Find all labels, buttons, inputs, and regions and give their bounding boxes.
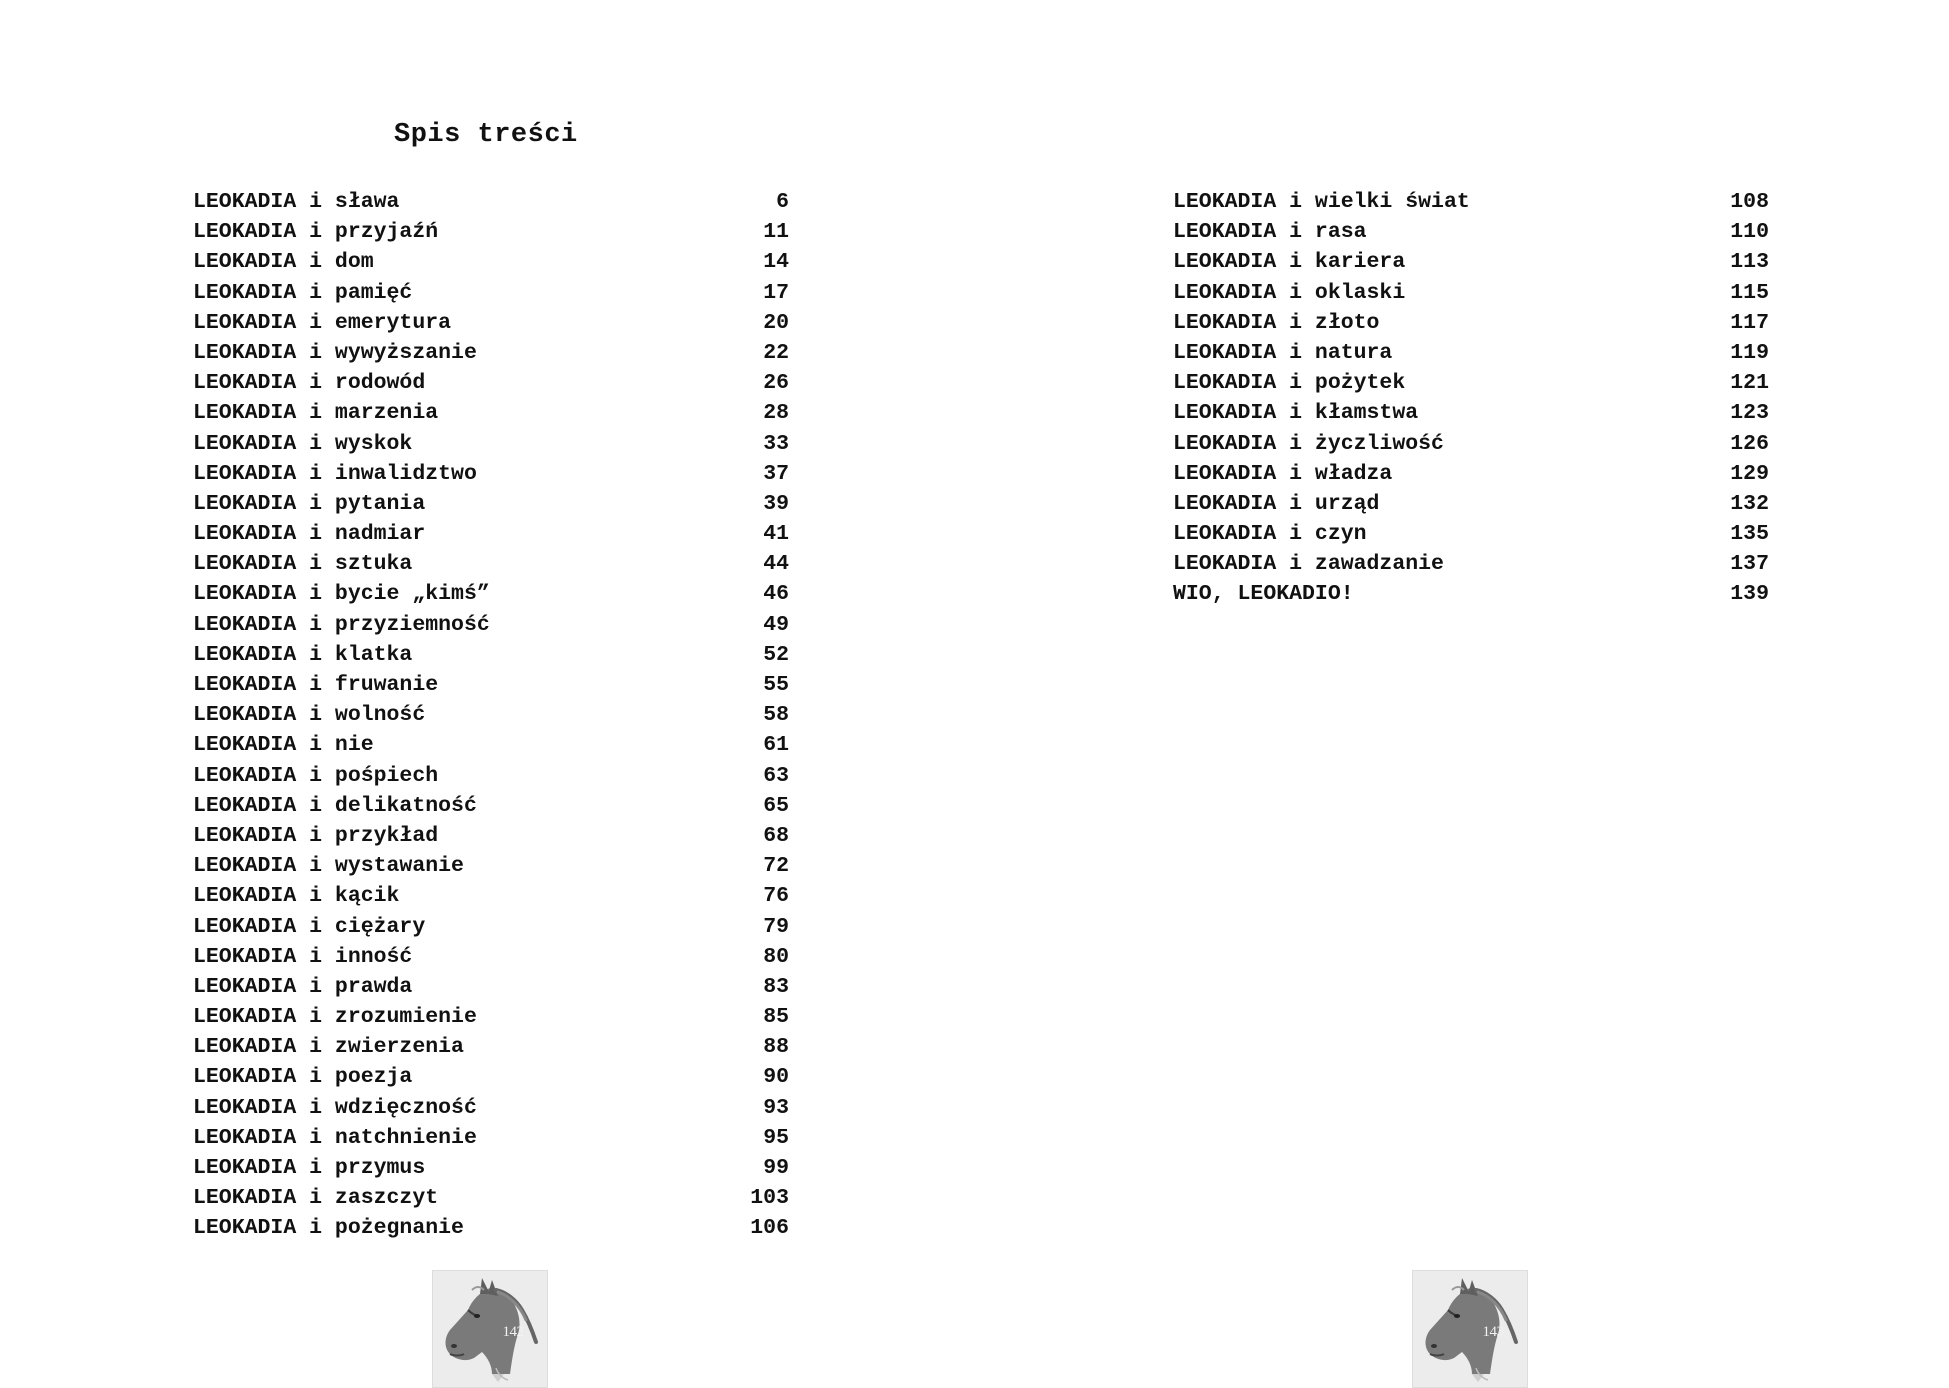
toc-entry-page: 119 (1730, 340, 1769, 365)
toc-entry (193, 579, 789, 609)
toc-entry-title: LEOKADIA i sztuka (193, 552, 413, 577)
toc-entry (1173, 459, 1769, 489)
horse-head-icon (432, 1270, 548, 1388)
toc-title: Spis treści (394, 120, 578, 150)
toc-entry-page: 115 (1730, 280, 1769, 305)
toc-entry (193, 851, 789, 881)
toc-entry-page: 113 (1730, 250, 1769, 275)
toc-entry-title: LEOKADIA i władza (1173, 461, 1393, 486)
toc-entry-title: LEOKADIA i wyskok (193, 431, 413, 456)
toc-entry (193, 1153, 789, 1183)
toc-entry-title: LEOKADIA i przykład (193, 823, 439, 848)
toc-entry-page: 44 (763, 552, 789, 577)
page-footer-emblem (432, 1270, 548, 1388)
toc-entry (193, 700, 789, 730)
toc-entry-page: 85 (763, 1005, 789, 1030)
toc-entry-page: 52 (763, 642, 789, 667)
toc-entry (193, 1123, 789, 1153)
right-page (975, 0, 1949, 1388)
toc-list-right (1173, 187, 1769, 610)
toc-entry (1173, 338, 1769, 368)
toc-entry-page: 93 (763, 1095, 789, 1120)
toc-entry-page: 129 (1730, 461, 1769, 486)
toc-entry-page: 79 (763, 914, 789, 939)
toc-entry-title: LEOKADIA i wielki świat (1173, 190, 1470, 214)
toc-entry-title: LEOKADIA i natchnienie (193, 1125, 477, 1150)
toc-entry-page: 6 (776, 190, 789, 214)
toc-entry-title: LEOKADIA i nadmiar (193, 522, 426, 547)
toc-entry-page: 37 (763, 461, 789, 486)
toc-entry (1173, 247, 1769, 277)
toc-entry-title: LEOKADIA i pożegnanie (193, 1216, 464, 1241)
toc-entry-page: 49 (763, 612, 789, 637)
toc-entry (1173, 398, 1769, 428)
toc-entry (193, 1183, 789, 1213)
page-number: 142 (502, 1324, 524, 1340)
toc-entry (1173, 429, 1769, 459)
toc-entry-page: 33 (763, 431, 789, 456)
toc-entry-page: 103 (750, 1186, 789, 1211)
toc-entry-title: LEOKADIA i pamięć (193, 280, 413, 305)
toc-entry-title: LEOKADIA i kącik (193, 884, 400, 909)
toc-entry (193, 881, 789, 911)
toc-entry-title: LEOKADIA i klatka (193, 642, 413, 667)
toc-entry (1173, 187, 1769, 217)
toc-entry (193, 1032, 789, 1062)
toc-entry-title: LEOKADIA i pytania (193, 491, 426, 516)
toc-entry (1173, 217, 1769, 247)
toc-entry (193, 308, 789, 338)
toc-entry-page: 117 (1730, 310, 1769, 335)
toc-entry (193, 368, 789, 398)
toc-entry-title: LEOKADIA i prawda (193, 974, 413, 999)
toc-entry-page: 55 (763, 673, 789, 697)
toc-entry-page: 95 (763, 1125, 789, 1150)
toc-entry (193, 1062, 789, 1092)
toc-entry (193, 791, 789, 821)
toc-entry-page: 14 (763, 250, 789, 275)
toc-entry-page: 126 (1730, 431, 1769, 456)
toc-entry-page: 26 (763, 371, 789, 396)
toc-entry (193, 1002, 789, 1032)
toc-entry-title: LEOKADIA i inność (193, 944, 413, 969)
toc-entry-title: LEOKADIA i nie (193, 733, 374, 758)
toc-entry-title: LEOKADIA i natura (1173, 340, 1393, 365)
toc-entry (1173, 549, 1769, 579)
toc-entry (193, 338, 789, 368)
toc-entry-title: LEOKADIA i ciężary (193, 914, 426, 939)
toc-entry (1173, 579, 1769, 609)
toc-entry-page: 80 (763, 944, 789, 969)
toc-entry-title: LEOKADIA i czyn (1173, 522, 1367, 547)
toc-entry (193, 187, 789, 217)
toc-entry-title: LEOKADIA i delikatność (193, 793, 477, 818)
toc-entry-page: 106 (750, 1216, 789, 1241)
toc-entry-title: LEOKADIA i przyjaźń (193, 220, 439, 245)
toc-entry-title: LEOKADIA i wystawanie (193, 854, 464, 879)
toc-entry-page: 121 (1730, 371, 1769, 396)
toc-entry-title: LEOKADIA i wolność (193, 703, 426, 728)
toc-entry-title: LEOKADIA i pośpiech (193, 763, 439, 788)
toc-entry-title: LEOKADIA i rodowód (193, 371, 426, 396)
toc-entry (193, 549, 789, 579)
toc-entry-title: LEOKADIA i kłamstwa (1173, 401, 1419, 426)
toc-entry-page: 39 (763, 491, 789, 516)
toc-entry-page: 22 (763, 340, 789, 365)
toc-entry-page: 90 (763, 1065, 789, 1090)
toc-entry-title: LEOKADIA i zrozumienie (193, 1005, 477, 1030)
toc-entry-title: WIO, LEOKADIO! (1173, 582, 1354, 607)
toc-entry (1173, 368, 1769, 398)
toc-entry (1173, 489, 1769, 519)
toc-entry (193, 670, 789, 700)
toc-entry-title: LEOKADIA i zwierzenia (193, 1035, 464, 1060)
toc-entry (193, 429, 789, 459)
toc-entry-title: LEOKADIA i dom (193, 250, 374, 275)
toc-entry-page: 63 (763, 763, 789, 788)
toc-entry-page: 72 (763, 854, 789, 879)
toc-entry (193, 1093, 789, 1123)
toc-entry-title: LEOKADIA i życzliwość (1173, 431, 1444, 456)
toc-entry-page: 28 (763, 401, 789, 426)
toc-entry (193, 972, 789, 1002)
toc-entry-page: 139 (1730, 582, 1769, 607)
toc-entry (193, 398, 789, 428)
toc-entry-title: LEOKADIA i sława (193, 190, 400, 214)
page-footer-emblem (1412, 1270, 1528, 1388)
toc-entry-title: LEOKADIA i złoto (1173, 310, 1380, 335)
toc-entry-page: 137 (1730, 552, 1769, 577)
toc-entry-title: LEOKADIA i urząd (1173, 491, 1380, 516)
toc-entry-page: 68 (763, 823, 789, 848)
toc-entry-title: LEOKADIA i fruwanie (193, 673, 439, 697)
toc-entry-page: 17 (763, 280, 789, 305)
toc-entry-title: LEOKADIA i wdzięczność (193, 1095, 477, 1120)
toc-entry-page: 110 (1730, 220, 1769, 245)
toc-entry (1173, 278, 1769, 308)
toc-entry-page: 58 (763, 703, 789, 728)
toc-entry (193, 247, 789, 277)
toc-entry (193, 640, 789, 670)
toc-entry (193, 489, 789, 519)
toc-entry-title: LEOKADIA i inwalidztwo (193, 461, 477, 486)
toc-list-left (193, 187, 789, 1244)
toc-entry-page: 76 (763, 884, 789, 909)
toc-entry-title: LEOKADIA i zawadzanie (1173, 552, 1444, 577)
toc-entry (193, 610, 789, 640)
toc-entry-page: 108 (1730, 190, 1769, 214)
toc-entry-title: LEOKADIA i przymus (193, 1156, 426, 1180)
toc-entry-page: 65 (763, 793, 789, 818)
toc-entry (193, 821, 789, 851)
toc-entry-title: LEOKADIA i przyziemność (193, 612, 490, 637)
toc-entry (193, 459, 789, 489)
toc-entry-title: LEOKADIA i rasa (1173, 220, 1367, 245)
toc-entry-page: 132 (1730, 491, 1769, 516)
toc-entry-page: 11 (763, 220, 789, 245)
toc-entry-page: 20 (763, 310, 789, 335)
toc-entry (193, 730, 789, 760)
horse-head-icon (1412, 1270, 1528, 1388)
toc-entry-title: LEOKADIA i kariera (1173, 250, 1406, 275)
toc-entry-title: LEOKADIA i emerytura (193, 310, 452, 335)
toc-entry (1173, 519, 1769, 549)
toc-entry-page: 61 (763, 733, 789, 758)
toc-entry (193, 912, 789, 942)
toc-entry (193, 942, 789, 972)
toc-entry-page: 41 (763, 522, 789, 547)
toc-entry-page: 46 (763, 582, 789, 607)
toc-entry-title: LEOKADIA i bycie „kimś” (193, 582, 490, 607)
toc-entry (193, 278, 789, 308)
toc-entry (193, 761, 789, 791)
toc-entry-title: LEOKADIA i wywyższanie (193, 340, 477, 365)
toc-entry-title: LEOKADIA i pożytek (1173, 371, 1406, 396)
toc-entry-page: 135 (1730, 522, 1769, 547)
toc-entry-title: LEOKADIA i oklaski (1173, 280, 1406, 305)
toc-entry-page: 88 (763, 1035, 789, 1060)
toc-entry (193, 1213, 789, 1243)
toc-entry (193, 217, 789, 247)
toc-entry-title: LEOKADIA i poezja (193, 1065, 413, 1090)
toc-entry-title: LEOKADIA i zaszczyt (193, 1186, 439, 1211)
toc-entry-page: 99 (763, 1156, 789, 1180)
toc-entry (1173, 308, 1769, 338)
toc-entry-title: LEOKADIA i marzenia (193, 401, 439, 426)
page-number: 143 (1482, 1324, 1504, 1340)
toc-entry-page: 123 (1730, 401, 1769, 426)
toc-entry-page: 83 (763, 974, 789, 999)
toc-entry (193, 519, 789, 549)
